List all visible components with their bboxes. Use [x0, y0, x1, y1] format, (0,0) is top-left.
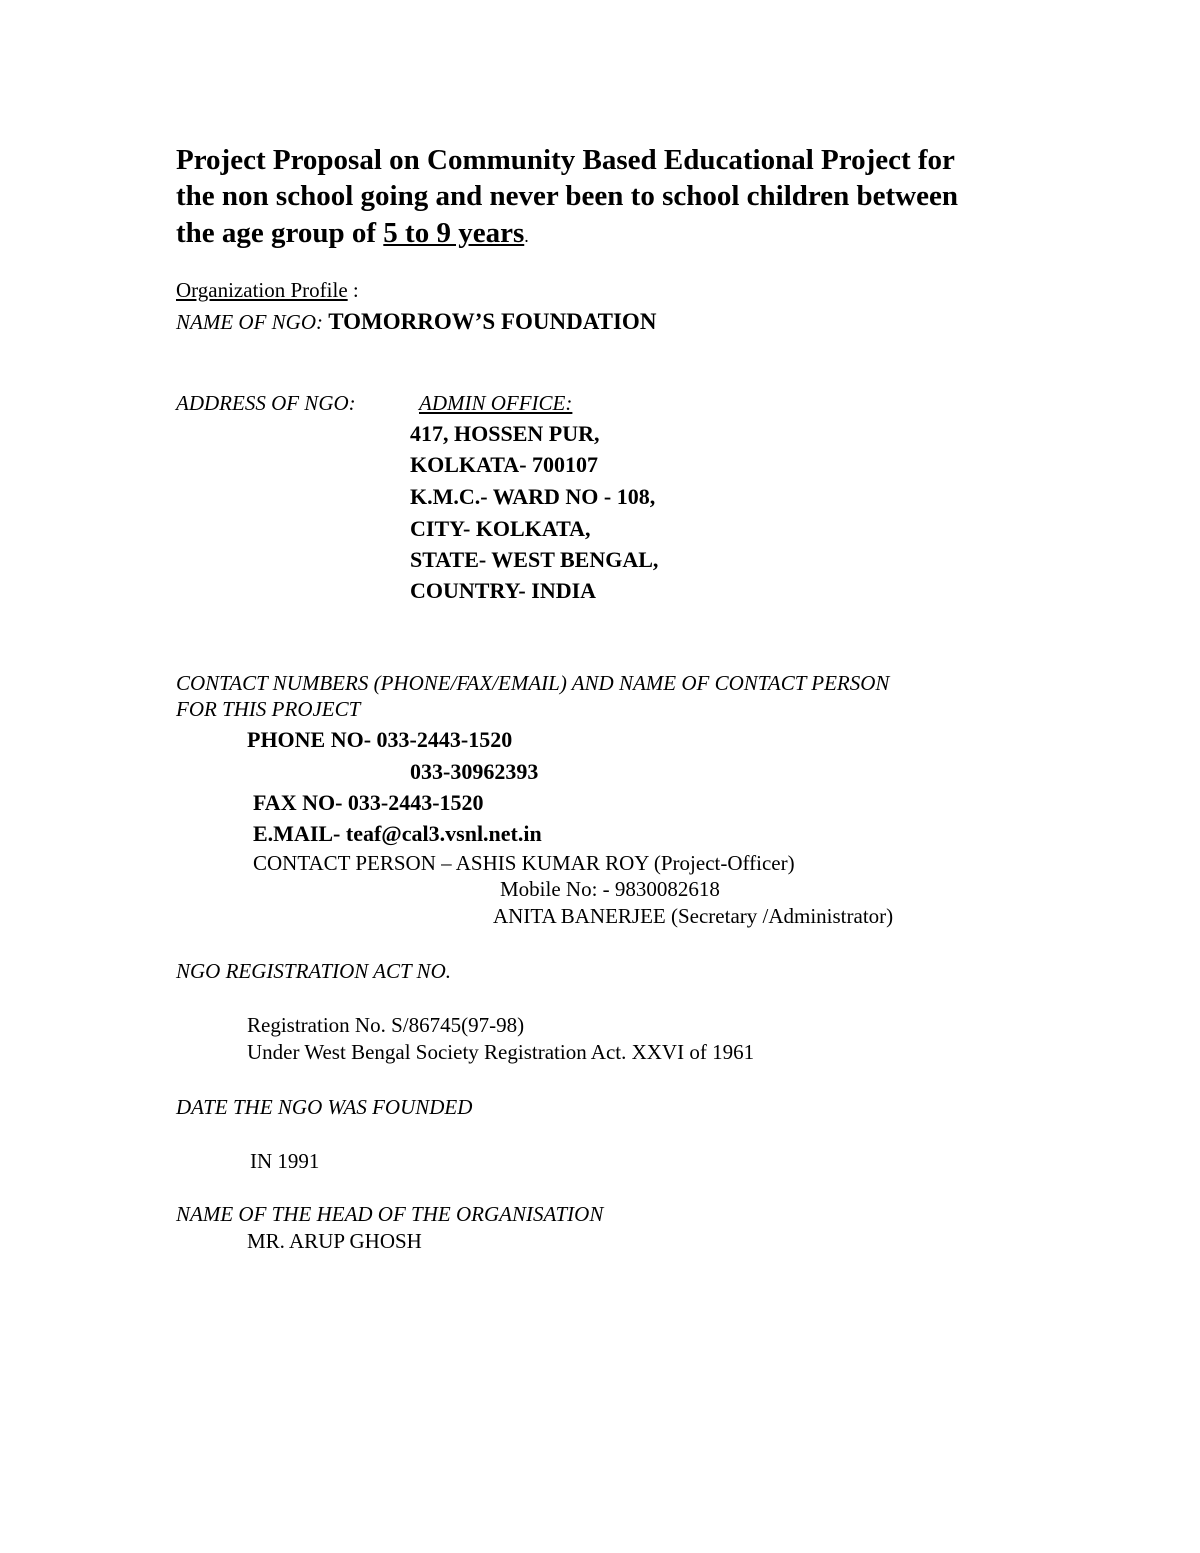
registration-number: Registration No. S/86745(97-98): [247, 1013, 525, 1037]
title-line-3: [176, 219, 529, 248]
founded-year: IN 1991: [250, 1149, 320, 1173]
org-profile-heading: Organization Profile: [176, 278, 348, 302]
title-line-2: the non school going and never been to school children between: [176, 180, 958, 212]
address-line: 417, HOSSEN PUR,: [410, 421, 600, 446]
contact-label-line-2: FOR THIS PROJECT: [176, 697, 361, 721]
address-line: K.M.C.- WARD NO - 108,: [410, 484, 656, 509]
founded-label: DATE THE NGO WAS FOUNDED: [176, 1095, 473, 1119]
address-line: STATE- WEST BENGAL,: [410, 547, 659, 572]
title-period: .: [524, 226, 529, 246]
title-line-1: Project Proposal on Community Based Educational Project for: [176, 144, 955, 176]
admin-office-heading: ADMIN OFFICE:: [419, 391, 573, 415]
head-name: MR. ARUP GHOSH: [247, 1229, 422, 1253]
address-label: ADDRESS OF NGO:: [176, 391, 356, 415]
org-profile-colon: :: [347, 278, 359, 302]
contact-person: CONTACT PERSON – ASHIS KUMAR ROY (Project-Officer): [253, 851, 795, 875]
org-profile-heading-row: [176, 280, 359, 301]
phone-number-2: 033-30962393: [410, 759, 539, 784]
email-address: E.MAIL- teaf@cal3.vsnl.net.in: [253, 821, 542, 846]
registration-label: NGO REGISTRATION ACT NO.: [176, 959, 451, 983]
registration-act: Under West Bengal Society Registration Act. XXVI of 1961: [247, 1040, 755, 1064]
contact-person-2: ANITA BANERJEE (Secretary /Administrator): [493, 904, 894, 928]
mobile-number: Mobile No: - 9830082618: [500, 877, 720, 901]
ngo-name-label: NAME OF NGO:: [176, 310, 329, 334]
phone-number: PHONE NO- 033-2443-1520: [247, 727, 513, 752]
title-line-3-prefix: the age group of: [176, 217, 384, 249]
ngo-name-row: [176, 310, 656, 333]
address-line: KOLKATA- 700107: [410, 452, 599, 477]
head-label: NAME OF THE HEAD OF THE ORGANISATION: [176, 1202, 604, 1226]
address-line: CITY- KOLKATA,: [410, 516, 591, 541]
fax-number: FAX NO- 033-2443-1520: [253, 790, 484, 815]
age-range: 5 to 9 years: [383, 217, 525, 249]
ngo-name-value: TOMORROW’S FOUNDATION: [328, 309, 657, 334]
address-line: COUNTRY- INDIA: [410, 578, 597, 603]
contact-label-line-1: CONTACT NUMBERS (PHONE/FAX/EMAIL) AND NAME OF CONTACT PERSON: [176, 671, 890, 695]
